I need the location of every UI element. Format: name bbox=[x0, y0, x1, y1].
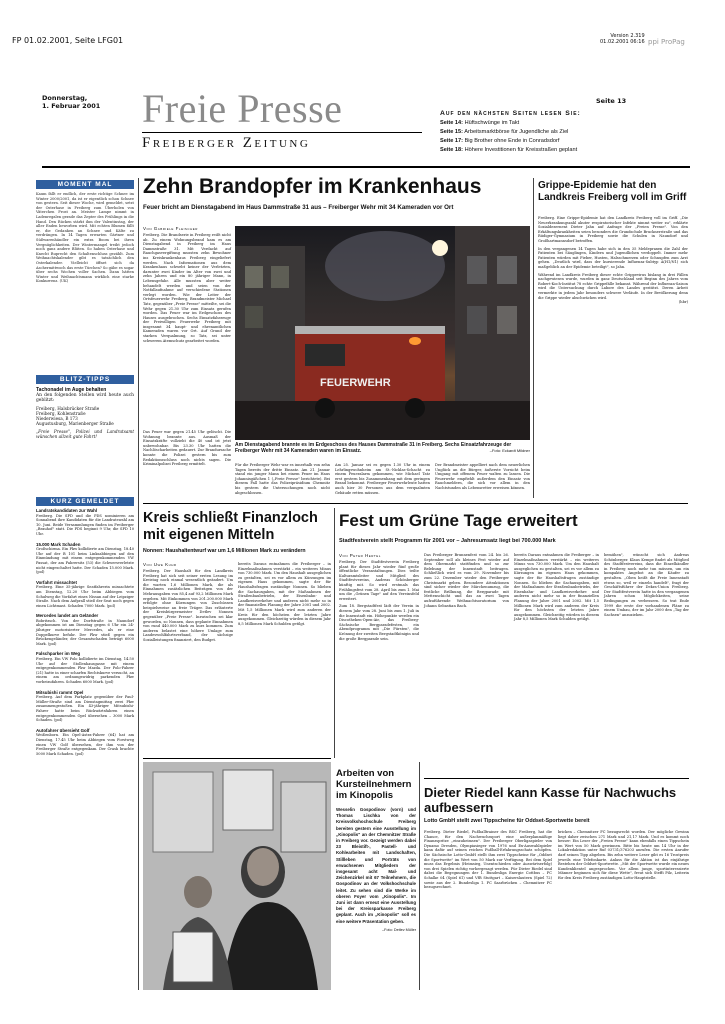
finanzloch-headline: Kreis schließt Finanzloch mit eigenen Mitteln bbox=[143, 510, 318, 543]
blitz-tipps-note: „Freie Presse", Polizei und Landratsamt wünschen allzeit gute Fahrt! bbox=[36, 428, 134, 439]
moment-mal-text: Kaum fällt er endlich, der erste richtige Schnee im Winter 2000/2001, da ist er eigentlich schon Schnee von gestern. Seit dieser Woche, wird gemeldet, setzt der Osterhase in Freiberg zum Überholen von Väterchen Frost an. Meister Lampe nimmt in Ladenregalen gerade das Zepter des Frühlings in die Hand. Den Rücken stärkt ihm der Valentinstag, der aller Enden beworben wird. Mit echten Blumen fällt er, die Gedanken an Schnee und Kälte zu verdrängen. In 14 Tagen erwarten Gärtner und Süßwarenhändler ein extra Boom bei ihren Vergnüglichkeiten. Der Wintermangel treibt jedoch noch ganz andere Blüten. So haben Osterhase und Knecht Ruprecht den Schaltenschluss gezählt. Zum Weihnachtskalender gibt es tatsächlich den Osterkalender. Vielleicht öffnet sich da Aschermittwoch das erste Türchen? So gäbe es sogar über sechs Wochen voller Sachen. Dann hätten Winter und Weihnachtsmann wirklich eine starke Konkurrenz. (UK) bbox=[36, 192, 134, 284]
blitz-tipps-heading: BLITZ-TIPPS bbox=[36, 375, 134, 384]
news-item-text: Freiberg. Ein VW Polo kollidierte im Dienstag, 14.50 Uhr auf der Stollenhausgasse mit einem entgegenkommenden Pkw Mazda. Der Polo-Fahrer (21) hatte in einer scharfen Rechtskurve versucht, an einem am ordnungswidrig parkenden Pkw vorbeizufahren. Schaden 6000 Mark. (pol) bbox=[36, 657, 134, 684]
header-rule bbox=[42, 166, 690, 168]
news-item-title: Mercedes landet am Geländer bbox=[36, 613, 99, 619]
kinopolis-box bbox=[336, 768, 416, 932]
fire-caption-text: Am Dienstagabend brannte es im Erdgeschoss des Hauses Dammstraße 31 in Freiberg. Sechs Einsatzfahrzeuge der Freiberger Wehr mit 34 Kameraden waren im Einsatz. bbox=[235, 442, 512, 454]
main-col-4 bbox=[335, 463, 430, 495]
gruene-tage-headline: Fest um Grüne Tage erweitert bbox=[339, 511, 578, 530]
riedel-col1-text: Freiberg. Dieter Riedel, Fußballtrainer des BSC Freiberg, hat die Chance, für den Nachwuchssport eine außerplanmäßige Finanzspritze „einzuheimsen". Der Freiberger Oberligaspieler von Dynamo Dresden, Olympiasieger von 1976 und Ex-Auswahlspieler kann dafür auf seinen reichen Fußball-Erfahrungsschatz schöpfen. Die Sächsische Lotto-GmbH stellt ihm zwei Tippscheine für „Oddset die Sportwette" im Wert von 50 Mark zur Verfügung. Bei dem Spiel muss das Ergebnis (Heimsieg, Unentschieden oder Auswärtserfolg) von drei Spielen richtig vorhergesagt werden. Für Dieter Riedel sind dabei die Begegnungen der 1. Bundesliga Energie Cottbus – FC Schalke 04 (Spiel 61) und VfB Stuttgart – Kaiserslautern (Spiel 72) sowie aus der 2. Bundesliga 1. FC Saarbrücken – Chemnitzer FC bezugsrechnet. bbox=[424, 830, 552, 890]
fire-photo bbox=[235, 226, 530, 440]
gruene-col2-text: Das Freiberger Brunnenfest vom 24. bis 26. September soll als kleines Fest wieder auf dem Obermarkt stattfinden und so zur Belebung der Innenstadt beitragen. Schließlich wird es vom 29. November bis zum 22. Dezember wieder den Freiberger Christmarkt geben. Besondere Attraktionen sind sicher wieder der Märchenumzug, die festliche Brillnung, die Bergparade mit Mettenschicht und das an zwei Tagen aufzuführende Weihnachtsoratorium von Johann Sebastian Bach. bbox=[424, 553, 509, 608]
next-page-item: Seite 14: Hüftschwünge im Takt bbox=[440, 120, 520, 126]
fire-photo-credit: –Foto: Eckardt Mildner bbox=[489, 448, 530, 453]
news-item-title: Mitsubishi rammt Opel bbox=[36, 689, 84, 695]
kinopolis-photo bbox=[143, 762, 331, 990]
blitz-tipps-box bbox=[36, 375, 134, 439]
next-page-item: Seite 18: Höhere Investitionen für Kreisstraßen geplant bbox=[440, 147, 578, 153]
version-info bbox=[600, 33, 645, 45]
version-datetime: 01.02.2001 06:16 bbox=[600, 39, 645, 45]
main-col5-text: Der Brandmeister appelliert nach dem neuerlichen Unglück an die Bürger, äußerste Vorsicht beim Umgang mit offenem Feuer walten zu lassen. Die Feuerwehr empfiehlt außerdem den Einsatz von Rauchmeldern, die sich vor allem in den Nachtstunden als Lebensretter erweisen können. bbox=[435, 463, 530, 490]
kinopolis-credit: –Foto: Detlev Müller bbox=[382, 927, 416, 932]
blitz-tipps-list bbox=[36, 406, 134, 427]
main-col-1b bbox=[143, 430, 231, 467]
blitz-tipps-intro: An den folgenden Stellen wird heute auch geblitzt: bbox=[36, 393, 134, 404]
next-pages-heading: Auf den nächsten Seiten lesen Sie: bbox=[440, 110, 581, 117]
section-rule bbox=[143, 758, 331, 759]
finanzloch-col2-text: bereits Daraus entnahmen die Freiberger – in Einzelmaßnahmen verstärkt – ein weiteres Minus von 730.000 Mark. Um den Haushalt ausgeglichen zu gestalten, sei es vor allem zu Kürzungen im eigenen Haus gekommen, sagte der für Haushaltsfragen zuständige Nonnen. So blieben die Sachausgaben, mit der Maßnahmen der Straßenbaubetriebs, der Eisenbahn- und Landkreisverkehre und anderen nicht mehr so in der finanziellen Planung der Jahre 2001 und 2002. Mit 1,5 Millionen Mark wird zum anderen der Kreis für den höchsten der letzten Jahre ausgekommen. Gleichzeitig würden in diesem Jahr 8,5 Millionen Mark Schulden getilgt. bbox=[238, 562, 331, 626]
main-col2-text: Das Feuer war gegen 21.45 Uhr gelöscht. Die Wohnung brannte aus. Ausmaß der Einsatzkräfte vollzieht die 40 und ist jetzt unbewohnbar. Bis 23.30 Uhr hatten die Nachlöscharbeiten gedauert. Zur Brandursache konnte die Polizei gestern bis zum Redaktionsschluss noch nichts sagen. Die Kriminalpolizei Freiberg ermittelt. bbox=[143, 430, 231, 467]
column-divider bbox=[334, 508, 335, 758]
news-item-text: Freiberg. Eine 35-jährige Seatfahrerin missachtete am Dienstag, 12.20 Uhr beim Abbiegen vom Schulweg die Vorfahrt eines Nissan auf der Leipziger Straße. Nach dem Aufprall stieß der Seat noch gegen einen Lichtmast. Schaden 7000 Mark. (pol) bbox=[36, 585, 134, 608]
next-pages-list bbox=[440, 119, 690, 155]
news-item-text: Freiberg. Auf dem Parkplatz gegenüber der Paul-Müller-Straße sind am Dienstagmittag zwei Pkw zusammengestoßen. Ein 43-jähriger Mitsubishi-Fahrer hatte beim Rückwärtsfahren einen entgegenkommenden Opel übersehen – 3000 Mark Schaden. (pol) bbox=[36, 695, 134, 723]
next-page-item: Seite 15: Arbeitsmarktbörse für Jugendliche als Ziel bbox=[440, 129, 569, 135]
page-number: Seite 13 bbox=[596, 97, 627, 105]
gruene-byline: Von Peter Hertel bbox=[339, 553, 381, 558]
finanzloch-col1-text: Freiberg. Der Haushalt für den Landkreis Freiberg hat sich seit seiner ersten Lesung im Kreistag noch einmal wesentlich geändert. Um die warten 1,6 Millionen Mark, die als Einnahmen zusätzlichen Beiträgen von der Mehrausgaben von 85,4 auf 93,2 Millionen Mark ergeben. Mit Einkommen von 201.200.000 Mark erfolgte ohne Kürzungen von Zuschüssen beispielsweise an freie Träger. Das erläuterte der Kreisbürgermeister Detlev Nonnen gegenüber „Freie Presse". Inzwischen sei klar geworden, so Nonnen, dass geplante Einnahmen von rund 440.000 Mark zu kurz kommen. Zum anderen belastet eine höhere Umlage zum Landeswohlfahrtsverband, der sächsige Sozialleistungen finanziert, den Budget. bbox=[143, 569, 233, 642]
column-divider bbox=[419, 762, 420, 990]
finanzloch-byline: Von Uwe Kuhr bbox=[143, 562, 177, 567]
issue-date bbox=[42, 94, 100, 110]
fire-truck-sign: FEUERWEHR bbox=[320, 377, 391, 389]
fire-photo-illustration bbox=[235, 226, 530, 440]
news-item-title: Landratskandidaten zur Wahl bbox=[36, 508, 98, 513]
next-page-item: Seite 17: Big Brother ohne Ende in Conradsdorf bbox=[440, 138, 560, 144]
main-col3-text: Für die Freiberger Wehr war es innerhalb von zehn Tagen bereits der dritte Einsatz. Am 21. Januar stand ein junger Mann bei einem Feuer im Haus Johannisgäßchen 1 („Freie Presse" berichtete). Bei diesem Fall hatte das Polizeipräsidium Chemnitz bis gestern die Untersuchungen noch nicht abgeschlossen. bbox=[235, 463, 330, 495]
news-item-text: Großschirma. Ein Pkw kollidierte am Dienstag, 18.40 Uhr auf der B 101 beim Linksabbiegen auf den Einmündung mit einem entgegenkommenden VW Passat, der am Fahrersitz (53) die Schwersverletzte nicht eingeschaltet hatte. Der Schaden 15.000 Mark. (pol) bbox=[36, 547, 134, 575]
news-item-title: 15.000 Mark Schaden bbox=[36, 541, 81, 547]
page-id: FP 01.02.2001, Seite LFG01 bbox=[12, 36, 124, 45]
gruene-col-1 bbox=[339, 553, 419, 641]
main-col1-text: Freiberg. Die Brandserie in Freiberg reißt nicht ab. Zu einem Wohnungsbrand kam es am Dienstagabend in Freiberg im Haus Dammstraße 31. Mit Verdacht auf Rauchgasvergiftung mussten zehn Bewohner ins Kreiskrankenhaus Freiberg eingeliefert werden. Nach Informationen aus dem Krankenhaus schwebt keiner der Verletzten, darunter zwei Kinder im Alter von zwei und zehn Jahren und ein 80 jähriger Mann, in Lebensgefahr. Alle mussten aber weiter behandelt werden und seien von der Notfallaufnahme auf verschiedene Stationen verlegt worden. Wie der Leiter der Ortsfeuerwehr Freiberg, Brandmeister Michael Tatz, gegenüber „Freie Presse" mitteilte, sei die Wehr gegen 21.30 Uhr zum Einsatz gerufen worden. Das Feuer war im Erdgeschoss des Hauses ausgebrochen. Sechs Einsatzfahrzeuge der Freiwilligen Feuerwehr Freiberg mit insgesamt 34 haupt- und ehrenamtlichen Kameraden waren vor Ort. Auf Grund der starken Verqualmung, so Tatz, sei unter schwerem Atemschutz gearbeitet worden. bbox=[143, 233, 231, 343]
kurz-gemeldet-heading: KURZ GEMELDET bbox=[36, 497, 134, 506]
blitz-location: Niederwiesa, B 173 bbox=[36, 416, 78, 422]
moment-mal-heading: MOMENT MAL bbox=[36, 180, 134, 189]
gruene-col1-text: Freiberg. Der Stadtfestverein Freiberg plant für dieses Jahr wieder fünf große öffentliche Veranstaltungen. Dies teilte Kulturamtsleiter und Mitglied des Stadtfestvereins, Andreas Schönberger künftig mit. So wird erstmals das Frühlingsfest vom 28. April bis zum 1. Mai um die „Grünen Tage" auf den Vereinsfeld erweitert. bbox=[339, 560, 419, 601]
main-col4-text: Am 25. Januar sei es gegen 1.30 Uhr in einem Lehrlingswohnheim am St.-Nicklas-Schacht zu einem Feueralarm gekommen, wie Michael Tatz erst gestern bis Zusammenhang mit dem geringen Brand bekommt. Freiberger Feuerwehrleute hatten auch hier 30 Personen aus dem verqualmten Gebäude retten müssen. bbox=[335, 463, 430, 495]
blitz-tipps-subheading: Tachonadel im Auge behalten bbox=[36, 387, 107, 393]
riedel-subheadline: Lotto GmbH stellt zwei Tippscheine für Oddset-Sportwette bereit bbox=[424, 818, 590, 824]
kinopolis-headline: Arbeiten von Kursteilnehmern im Kinopolis bbox=[336, 768, 412, 801]
gruene-col-4 bbox=[604, 553, 689, 617]
fire-photo-caption bbox=[235, 442, 530, 454]
gruene-col3-text: bereits Daraus entnahmen die Freiberger – in Einzelmaßnahmen verstärkt – ein weiteres Minus von 730.000 Mark. Um den Haushalt ausgeglichen zu gestalten, sei es vor allem zu Kürzungen im eigenen Haus gekommen, sagte der für Haushaltsfragen zuständige Nonnen. So blieben die Sachausgaben, mit der Maßnahmen der Straßenbaubetriebs, der Eisenbahn- und Landkreisverkehre und anderen nicht mehr so in der finanziellen Planung der Jahre 2001 und 2002. Mit 1,5 Millionen Mark wird zum anderen der Kreis für den höchsten der letzten Jahre ausgekommen. Gleichzeitig würden in diesem Jahr 8,5 Millionen Mark Schulden getilgt. bbox=[514, 553, 599, 622]
gruene-col-2 bbox=[424, 553, 509, 608]
masthead-title: Freie Presse bbox=[142, 86, 343, 131]
blitz-location: Augustusburg, Marienberger Straße bbox=[36, 421, 114, 427]
riedel-col-1 bbox=[424, 830, 552, 890]
masthead-rule bbox=[142, 132, 422, 133]
news-item-text: Weißenborn. Ein Opel-Astra-Fahrer (64) hat am Dienstag, 17.45 Uhr beim Abbiegen vom Forstweg einen VW Golf übersehen, der ihm von der Freiberger Straße entgegenkam. Der Crash brachte 5000 Mark Schaden. (pol) bbox=[36, 733, 134, 756]
main-col-1 bbox=[143, 226, 231, 343]
gruene-col4-text: bemühen", wünscht sich Andreas Schönberger. Klaus Kempe findet als Mitglied des Stadtfestvereins, dass die Einzelhändler in Freiberg noch mehr tun müssen, um ein kompaktes Angebot an die Käufer zu gestalten. „Oben heißt die Freie Innenstadt etwas so, weil er einzeln handelt", fragt der Geschäftsführer der Dekra-Union Freiberg. Der Stadtfestverein hatte in den vergangenen Jahren schon Möglichkeiten, seine Bedingungen zu verbessern. So trat Ende 1999 die erste der vorhandenen Pläne zu einem Umbau, der im Jahr 2000 den „Tag der Sachsen" anzuziehen. bbox=[604, 553, 689, 617]
issue-day: 1. Februar 2001 bbox=[42, 102, 101, 110]
grippe-text-3: Während im Landkreis Freiberg dieser echte Grippevirus bislang in drei Fällen nachgewiesen wurde, wurden in ganz Deutschland seit Beginn des Jahres vom Robert-Koch-Institut 78 echte Grippefälle bekannt. Während der Influenza-Saison wird die Untersuchung durch Labore des Landes gestützt. Deren Arbeit vermerkte in jedem Jahr besonders schwere Verläufe. In der Bevölkerung denn die Grippe wieder abschwächen wird. bbox=[538, 272, 688, 300]
kurz-gemeldet-items bbox=[36, 509, 134, 756]
kinopolis-photo-illustration bbox=[143, 762, 331, 990]
kinopolis-text: Wesselin Gospodinov (vorn) und Thomas Lischka von der Kreisvolkshochschule Freiberg bereiten gestern eine Ausstellung im „Kinopolis" an der Chemnitzer Straße in Freiberg vor. Gezeigt werden dabei 23 Bleistift-, Pastell- und Kohlearbeiten mit Landschaften, Stillleben und Porträts von erwachsenen Mitgliedern der insgesamt acht Mal- und Zeichenzirkel mit 67 Teilnehmern, die Gospodinov an der Volkshochschule leitet. Zu sehen sind die Werke im oberen Foyer vom „Kinopolis". Im Juni ist dann erneut eine Ausstellung bei der Kreissparkasse Freiberg geplant. Auch im „Kinopolis" soll es eine weitere Präsentation geben. bbox=[336, 807, 416, 924]
riedel-col-2 bbox=[558, 830, 689, 881]
news-item-text: Bobritzsch. Von der Dorfstraße in Naundorf abgekommen ist am Dienstag gegen 6 Uhr ein 24-jähriger motorisierter Mercedes, als er eine Doppelkurve befuhr. Der Pkw stieß gegen ein Brückengeländer, der Gesamtschaden beträgt 6000 Mark. (pol) bbox=[36, 618, 134, 646]
kurz-gemeldet-box bbox=[36, 497, 134, 756]
grippe-credit: (hbr) bbox=[678, 300, 688, 305]
watermark: ppi ProPag bbox=[648, 38, 685, 46]
grippe-article bbox=[538, 216, 688, 305]
masthead-subtitle: Freiberger Zeitung bbox=[142, 135, 311, 151]
column-divider bbox=[533, 178, 534, 498]
version-label: Version 2.319 bbox=[610, 33, 645, 39]
finanzloch-col-2 bbox=[238, 562, 331, 626]
riedel-col2-text: bricken – Chemnitzer FC bezugsrecht worden. Der mögliche Gewinn liegt daher zwischen 271 Mark und 21,17 Mark. Und es kommt noch besser: Ein Leser der „Freien Presse" kann ebenfalls einen Tippschein im Wert von 50 Mark gewinnen. Bitte bis heute um 14 Uhr in der Lokalredaktion unter Ruf 03731/376203 anrufen. Die ersten Anrufer darf seinen Tipp abgeben. Bis zehn weitere Leser gibt es 16 Trostpreis jeweils eine Telefonkarte. Anlass für die Aktion ist das einjährige Bestehen der Oddset-Sportwette. „Mit der Sportwette wurde ein neues Kundenklientel angesprochen. Vor allem junge, sportinteressierte Männer beginnen sich für diese Wette", freut sich Steffi Pilz, Leiterin für den Kreis Freiberg zuständigen Lotto-Hauptstelle. bbox=[558, 830, 689, 880]
next-pages-box bbox=[440, 110, 690, 155]
blitz-location: Freiberg, Halsbrücker Straße bbox=[36, 405, 100, 411]
moment-mal-box bbox=[36, 180, 134, 284]
main-col-3 bbox=[235, 463, 330, 495]
section-rule bbox=[424, 778, 689, 779]
grippe-text-1: Freiberg. Eine Grippe-Epidemie hat den Landkreis Freiberg voll im Griff. „Die Neuerkrankungszahl akuter respiratorischer Infekte nimmt weiter zu", erklärte Sozialdezernent Dieter Jahn auf Anfrage der „Freien Presse". Von den Erkältungskrankheiten seien besonders die Grundschule Brucknerstraße und das Rüdiger-Gymnasium in Freiberg sowie die Schulen in Naundorf und Großhartmannsdorf betroffen. bbox=[538, 216, 688, 243]
grippe-headline: Grippe-Epidemie hat den Landkreis Freiberg voll im Griff bbox=[538, 180, 687, 203]
finanzloch-subheadline: Nonnen: Haushaltentwurf war um 1,6 Millionen Mark zu verändern bbox=[143, 548, 306, 554]
column-divider bbox=[138, 178, 139, 990]
riedel-headline: Dieter Riedel kann Kasse für Nachwuchs aufbessern bbox=[424, 785, 677, 815]
blitz-location: Freiberg, Kohlenstraße bbox=[36, 411, 86, 417]
gruene-col1b-text: Zum 18. Bergstadtfest lädt der Verein in diesem Jahr vom 28. Juni bis zum 1. Juli in die Innenstadt ein. Höhepunkte werden ein Discotheken-Open-Air, das Freiberg-Sächsische Bergparadefesten, ein Abendprogramm mit „Die Fürsten", die Krönung der zweiten Bergstadtkönigin und die große Bergparade sein. bbox=[339, 604, 419, 641]
main-col-5 bbox=[435, 463, 530, 491]
grippe-text-2: In den vergangenen 14 Tagen habe sich in den 35 Meldepraxen die Zahl der Patienten bei Säuglingen, Kindern und Jugendlichen verdoppelt. Immer mehr Patienten würden mit Fieber, Husten, Halsschmerzen oder Schnupfen zum Arzt gehen. „Deutlich wird, dass der kursierende Influenza-Subtyp A(H1/N1) sich maßgeblich an der Epidemie beteiligt", so Jahn. bbox=[538, 246, 688, 269]
finanzloch-col-1 bbox=[143, 562, 233, 643]
section-rule bbox=[143, 503, 688, 504]
news-item-text: Freiberg. Die SPD und die PDS nominieren am Sonnabend ihre Kandidaten für die Landratswahl am 10. Juni. Beide Versammlungen finden im Freiberger „Brauhof" statt. Die PDS beginnt 9 Uhr, die SPD 10 Uhr. bbox=[36, 513, 134, 536]
news-item-title: Autofahrer übersieht Golf bbox=[36, 727, 90, 733]
news-item-title: Vorfahrt missachtet bbox=[36, 579, 77, 585]
main-headline: Zehn Brandopfer im Krankenhaus bbox=[143, 175, 482, 198]
main-subheadline: Feuer bricht am Dienstagabend im Haus Dammstraße 31 aus – Freiberger Wehr mit 34 Kameraden vor Ort bbox=[143, 204, 454, 211]
gruene-col-3 bbox=[514, 553, 599, 622]
issue-weekday: Donnerstag, bbox=[42, 94, 88, 102]
main-byline: Von Gabriele Fleischer bbox=[143, 226, 198, 231]
gruene-tage-subheadline: Stadtfestverein stellt Programm für 2001 vor – Jahresumsatz liegt bei 700.000 Mark bbox=[339, 538, 556, 544]
news-item-title: Falschparker im Weg bbox=[36, 651, 81, 657]
